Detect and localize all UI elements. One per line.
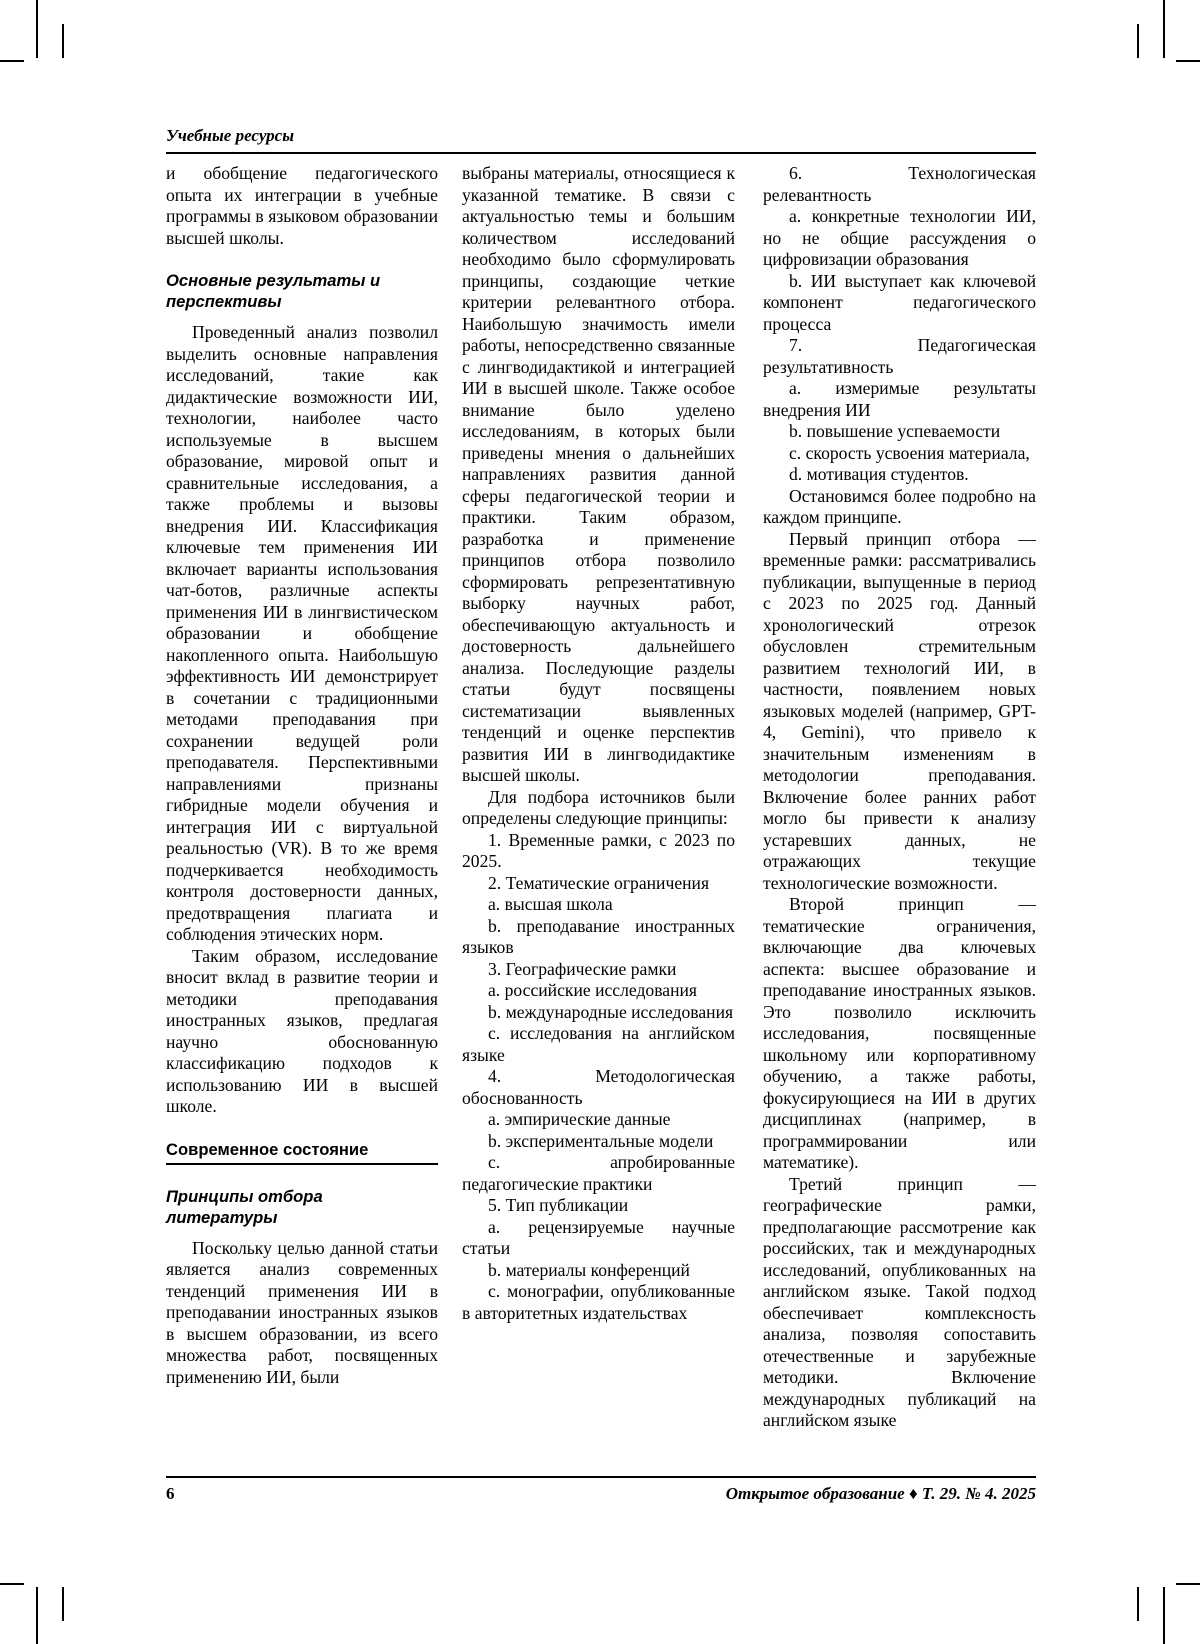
crop-mark xyxy=(62,24,64,58)
crop-mark xyxy=(0,60,24,62)
crop-mark xyxy=(1163,1587,1165,1644)
column-3 xyxy=(763,163,1036,1432)
list-item: 4. Методологическая обоснованность xyxy=(462,1066,735,1108)
paragraph: Для подбора источников были определены следующие принципы: xyxy=(462,786,735,828)
crop-mark xyxy=(1176,1583,1200,1585)
list-item: 1. Временные рамки, с 2023 по 2025. xyxy=(462,829,735,871)
list-item: a. эмпирические данные xyxy=(488,1109,671,1129)
crop-mark xyxy=(36,1587,38,1644)
paragraph: и обобщение педагогического опыта их интеграции в учебные программы в языковом образовании высшей школы. xyxy=(166,163,438,248)
list-item: 5. Тип публикации xyxy=(488,1195,629,1215)
list-item: 2. Тематические ограничения xyxy=(488,872,710,893)
list-item: d. мотивация студентов. xyxy=(789,464,969,484)
paragraph: выбраны материалы, относящиеся к указанной тематике. В связи с актуальностью темы и большим количеством исследований необходимо было сформулировать принципы, создающие четкие критерии релевантного отбора. Наибольшую значимость имели работы, непосредственно связанные с лингводидактикой и интеграцией ИИ в высшей школе. Также особое внимание было уделено исследованиям, в которых были приведены мнения о дальнейших направлениях развития данной сферы педагогической теории и практики. Таким образом, разработка и применение принципов отбора позволило сформировать репрезентативную выборку научных работ, обеспечивающую актуальность и достоверность дальнейшего анализа. Последующие разделы статьи будут посвящены систематизации выявленных тенденций и оценке перспектив развития ИИ в лингводидактике высшей школы. xyxy=(462,163,735,785)
crop-mark xyxy=(1163,0,1165,58)
list-item: c. монографии, опубликованные в авторитетных издательствах xyxy=(462,1281,735,1323)
list-item: b. повышение успеваемости xyxy=(789,421,1001,441)
section-title: Учебные ресурсы xyxy=(166,126,294,145)
crop-mark xyxy=(1176,60,1200,62)
list-item: b. ИИ выступает как ключевой компонент педагогического процесса xyxy=(763,270,1036,334)
list-item: b. материалы конференций xyxy=(488,1259,690,1280)
paragraph: Таким образом, исследование вносит вклад в развитие теории и методики преподавания иностранных языков, предлагая научно обоснованную классификацию подходов к использованию ИИ в высшей школе. xyxy=(166,945,438,1116)
crop-mark xyxy=(62,1587,64,1621)
list-item: b. международные исследования xyxy=(488,1001,734,1022)
list-item: b. экспериментальные модели xyxy=(488,1130,714,1151)
crop-mark xyxy=(1137,24,1139,58)
list-item: c. скорость усвоения материала, xyxy=(789,442,1030,463)
crop-mark xyxy=(1137,1587,1139,1621)
page-number: 6 xyxy=(166,1484,175,1503)
list-item: 7. Педагогическая результативность xyxy=(763,335,1036,377)
crop-mark xyxy=(0,1583,24,1585)
paragraph: Поскольку целью данной статьи является анализ современных тенденций применения ИИ в преподавании иностранных языков в высшем образовании, из всего множества работ, посвященных применению ИИ, были xyxy=(166,1237,438,1387)
paragraph: Проведенный анализ позволил выделить основные направления исследований, такие как дидактические возможности ИИ, технологии, наиболее часто используемые в высшем образование, мировой опыт и сравнительные исследования, а также проблемы и вызовы внедрения ИИ. Классификация ключевые тем применения ИИ включает варианты использования чат-ботов, различные аспекты применения ИИ в лингвистическом образовании и обобщение накопленного опыта. Наибольшую эффективность ИИ демонстрирует в сочетании с традиционными методами преподавания при сохранении ведущей роли преподавателя. Перспективными направлениями признаны гибридные модели обучения и интеграция ИИ с виртуальной реальностью (VR). В то же время подчеркивается необходимость контроля достоверности данных, предотвращения плагиата и соблюдения этических норм. xyxy=(166,322,438,944)
list-item: c. исследования на английском языке xyxy=(462,1023,735,1065)
running-header xyxy=(166,126,1036,154)
paragraph: Первый принцип отбора — временные рамки: рассматривались публикации, выпущенные в период с 2023 по 2025 год. Данный хронологический отрезок обусловлен стремительным развитием технологий ИИ, в частности, появлением новых языковых моделей (например, GPT-4, Gemini), что привело к значительным изменениям в методологии преподавания. Включение более ранних работ могло бы привести к анализу устаревших данных, не отражающих текущие технологические возможности. xyxy=(763,528,1036,893)
list-item: c. апробированные педагогические практики xyxy=(462,1152,735,1194)
crop-mark xyxy=(36,0,38,58)
list-item: b. преподавание иностранных языков xyxy=(462,915,735,957)
running-footer xyxy=(166,1476,1036,1508)
list-item: a. конкретные технологии ИИ, но не общие рассуждения о цифровизации образования xyxy=(763,206,1036,269)
list-item: a. измеримые результаты внедрения ИИ xyxy=(763,378,1036,420)
paragraph: Второй принцип — тематические ограничения, включающие два ключевых аспекта: высшее образование и преподавание иностранных языков. Это позволило исключить исследования, посвященные школьному или корпоративному обучению, а также работы, фокусирующиеся на ИИ в других дисциплинах (например, в программировании или математике). xyxy=(763,894,1036,1172)
column-2 xyxy=(462,163,735,1324)
paragraph: Третий принцип — географические рамки, предполагающие рассмотрение как российских, так и международных исследований, опубликованных на английском языке. Такой подход обеспечивает комплексность анализа, позволяя сопоставить отечественные и зарубежные методики. Включение международных публикаций на английском языке xyxy=(763,1173,1036,1430)
list-item: a. рецензируемые научные статьи xyxy=(462,1216,735,1258)
subheading-results: Основные результаты и перспективы xyxy=(166,271,381,311)
paragraph: Остановимся более подробно на каждом принципе. xyxy=(763,485,1036,527)
journal-citation: Открытое образование ♦ Т. 29. № 4. 2025 xyxy=(725,1484,1036,1503)
section-heading-state: Современное состояние xyxy=(166,1139,438,1165)
column-1 xyxy=(166,163,438,1388)
list-item: 6. Технологическая релевантность xyxy=(763,163,1036,205)
subheading-principles: Принципы отбора литературы xyxy=(166,1186,323,1227)
list-item: a. российские исследования xyxy=(488,980,698,1000)
list-item: a. высшая школа xyxy=(488,894,613,914)
list-item: 3. Географические рамки xyxy=(488,958,677,979)
